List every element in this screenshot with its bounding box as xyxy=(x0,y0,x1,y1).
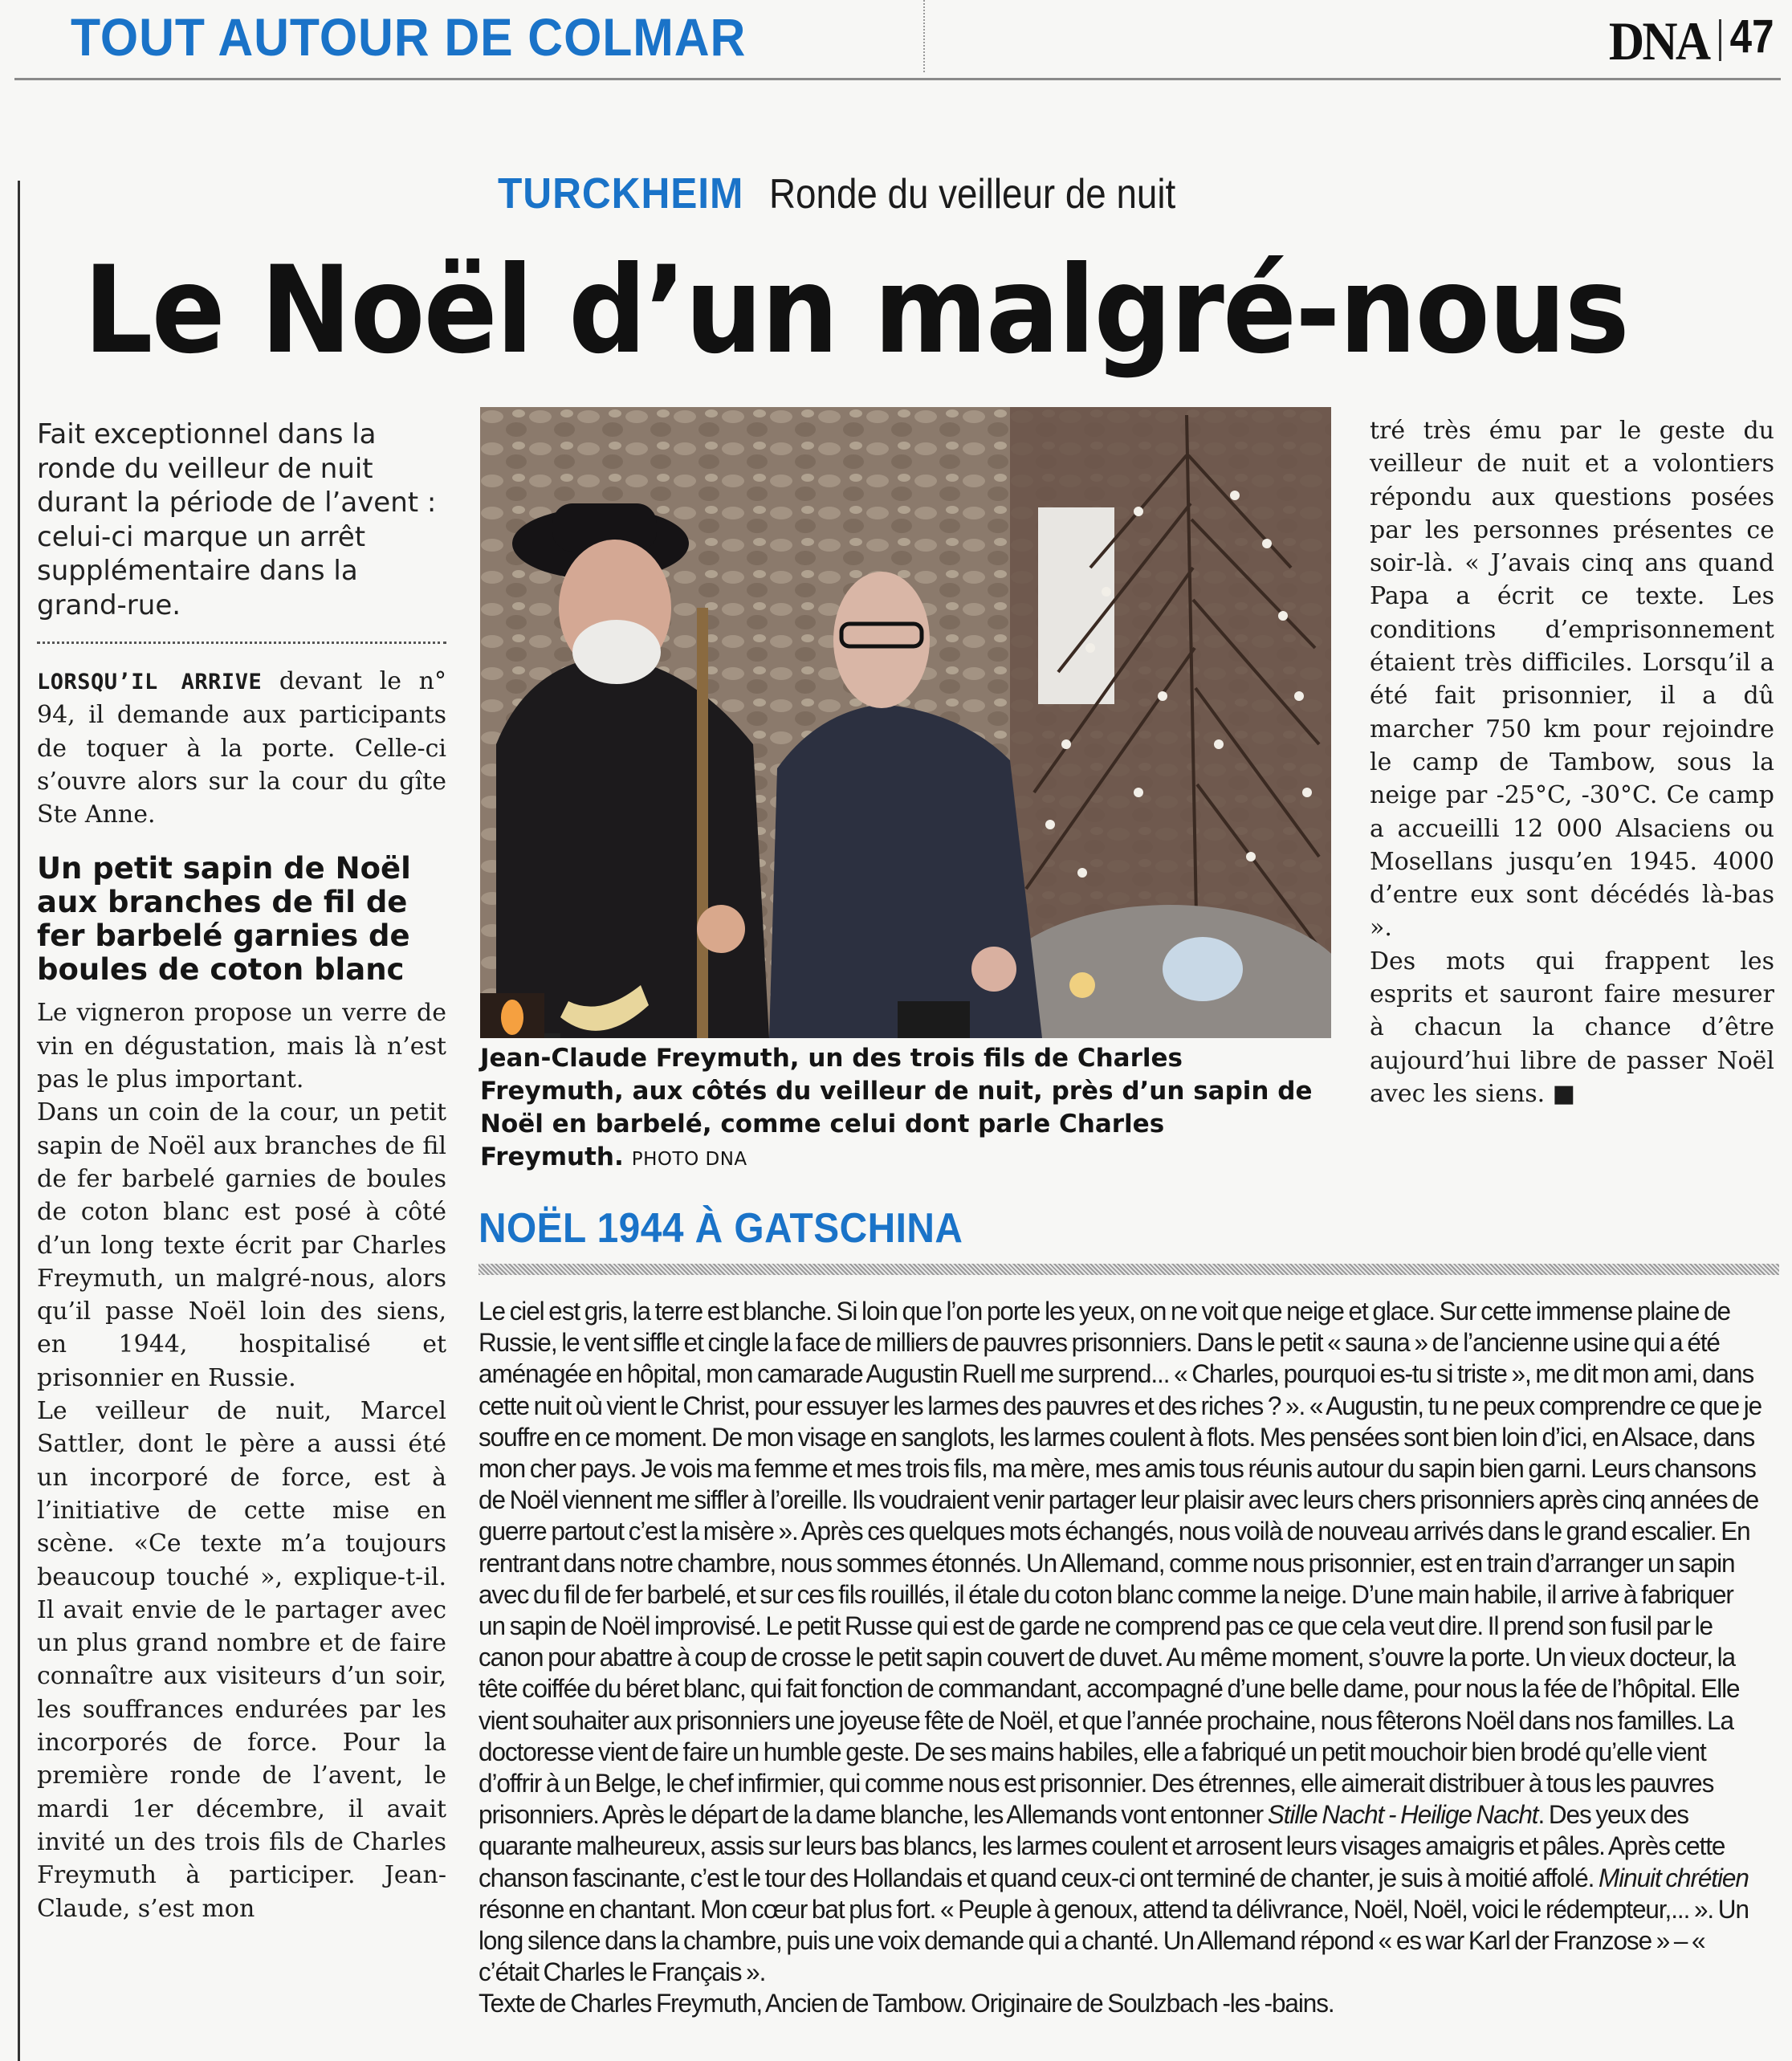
caption-text: Jean-Claude Freymuth, un des trois fils de Charles Freymuth, aux côtés du veilleur de nuit, près d’un sapin de Noël en barbelé, comme celui dont parle Charles Freymuth. xyxy=(480,1044,1313,1171)
sidebar-box xyxy=(479,1204,1779,2020)
body-paragraph xyxy=(1370,945,1774,1110)
body-paragraph: tré très ému par le geste du veilleur de nuit et a volontiers répondu aux questions posées par les personnes présentes ce soir-là. « J’avais cinq ans quand Papa a écrit ce texte. Les conditions d’emprisonnement étaient très difficiles. Lorsqu’il a été fait prisonnier, il a dû marcher 750 km pour rejoindre le camp de Tambow, sous la neige par -25°C, -30°C. Ce camp a accueilli 12 000 Alsaciens ou Mosellans jusqu’en 1945. 4000 d’entre eux sont décédés là-bas ». xyxy=(1370,417,1774,943)
box-text-part: résonne en chantant. Mon cœur bat plus fort. « Peuple à genoux, attend ta délivrance, Noël, Noël, voici le rédempteur,... ». Un long silence dans la chambre, puis une voix demande qui a chanté. Un Allemand répond « es war Karl der Franzose » – « c’était Charles le Français ». xyxy=(479,1894,1749,1987)
photo-caption xyxy=(480,1042,1331,1176)
header-divider xyxy=(923,0,925,72)
body-paragraph: Le veilleur de nuit, Marcel Sattler, dont le père a aussi été un incorporé de force, est à l’initiative de cette mise en scène. «Ce texte m’a toujours beaucoup touché », explique-t-il. Il avait envie de le partager avec un plus grand nombre et de faire connaître aux visiteurs d’un soir, les souffrances endurées par les incorporés de force. Pour la première ronde de l’avent, le mardi 1er décembre, il avait invité un des trois fils de Charles Freymuth à participer. Jean-Claude, s’est mon xyxy=(37,1397,446,1923)
left-column xyxy=(37,417,446,1925)
photo-night-watchman-and-son-icon xyxy=(480,407,1331,1038)
kicker-place: TURCKHEIM xyxy=(498,169,744,218)
section-title: TOUT AUTOUR DE COLMAR xyxy=(71,7,747,67)
logo-separator xyxy=(1719,19,1721,61)
box-text xyxy=(479,1296,1764,2020)
end-mark-icon: ■ xyxy=(1552,1079,1576,1108)
paragraph-text: devant le n° 94, il demande aux participants de toquer à la porte. Celle-ci s’ouvre alors sur la cour du gîte Ste Anne. xyxy=(37,667,446,829)
right-column xyxy=(1370,414,1774,1110)
song-title: Minuit chrétien xyxy=(1599,1863,1749,1892)
headline: Le Noël d’un malgré-nous xyxy=(83,241,1628,381)
song-title: Stille Nacht - Heilige Nacht xyxy=(1267,1800,1538,1830)
page-number: 47 xyxy=(1730,10,1774,63)
dotted-divider xyxy=(37,642,446,644)
kicker-topic: Ronde du veilleur de nuit xyxy=(769,171,1176,218)
body-paragraph: Le vigneron propose un verre de vin en dégustation, mais là n’est pas le plus important. xyxy=(37,999,446,1094)
box-title: NOËL 1944 À GATSCHINA xyxy=(479,1205,963,1252)
box-signature: Texte de Charles Freymuth, Ancien de Tambow. Originaire de Soulzbach -les -bains. xyxy=(479,1989,1334,2018)
photo-credit: PHOTO DNA xyxy=(631,1149,747,1170)
subheading: Un petit sapin de Noël aux branches de fil de fer barbelé garnies de boules de coton blanc xyxy=(37,851,411,988)
article-photo xyxy=(480,407,1331,1038)
article-kicker xyxy=(498,169,1231,218)
run-in-lead: LORSQU’IL ARRIVE xyxy=(37,670,263,694)
lead-paragraph: Fait exceptionnel dans la ronde du veilleur de nuit durant la période de l’avent : celui-ci marque un arrêt supplémentaire dans la grand-rue. xyxy=(37,418,437,621)
box-title-rule xyxy=(479,1264,1779,1275)
article-left-rule xyxy=(18,181,20,2061)
box-text-part: Le ciel est gris, la terre est blanche. Si loin que l’on porte les yeux, on ne voit que neige et glace. Sur cette immense plaine de Russie, le vent siffle et cingle la face de milliers de pauvres prisonniers. Dans le petit « sauna » de l’ancienne usine qui a été aménagée en hôpital, mon camarade Augustin Ruell me surprend... « Charles, pourquoi es-tu si triste », me dit mon ami, dans cette nuit où vient le Christ, pour essuyer les larmes des pauvres et des riches ? ». « Augustin, tu ne peux comprendre ce que je souffre en ce moment. De mon visage en sanglots, les larmes coulent à flots. Mes pensées sont bien loin d’ici, en Alsace, dans mon cher pays. Je vois ma femme et mes trois fils, ma mère, mes amis tous réunis autour du sapin bien garni. Leurs chansons de Noël viennent me siffler à l’oreille. Ils voudraient venir partager leur plaisir avec leurs chers prisonniers après cinq années de guerre partout c’est la misère ». Après ces quelques mots échangés, nous voilà de nouveau arrivés dans le grand escalier. En rentrant dans notre chambre, nous sommes étonnés. Un Allemand, comme nous prisonnier, est en train d’arranger un sapin avec du fil de fer barbelé, et sur ces fils rouillés, il étale du coton blanc comme la neige. D’une main habile, il arrive à fabriquer un sapin de Noël improvisé. Le petit Russe qui est de garde ne comprend pas ce que cela veut dire. Il prend son fusil par le canon pour abattre à coup de crosse le petit sapin couvert de duvet. Au même moment, s’ouvre la porte. Un vieux docteur, la tête coiffée du béret blanc, qui fait fonction de commandant, accompagné d’une belle dame, pour nous la fée de l’hôpital. Elle vient souhaiter aux prisonniers une joyeuse fête de Noël, et que l’année prochaine, nous fêterons Noël dans nos familles. La doctoresse vient de faire un humble geste. De ses mains habiles, elle a fabriqué un petit mouchoir bien brodé qu’elle vient d’offrir à un Belge, le chef infirmier, qui comme nous est prisonnier. Des étrennes, elle aimerait distribuer à tous les pauvres prisonniers. Après le départ de la dame blanche, les Allemands vont entonner xyxy=(479,1297,1762,1830)
newspaper-logo: DNA xyxy=(1608,10,1709,71)
body-paragraph: Dans un coin de la cour, un petit sapin de Noël aux branches de fil de fer barbelé garnies de boules de coton blanc est posé à côté d’un long texte écrit par Charles Freymuth, un malgré-nous, alors qu’il passe Noël loin des siens, en 1944, hospitalisé et prisonnier en Russie. xyxy=(37,1098,446,1392)
body-paragraph xyxy=(37,665,446,831)
page-header xyxy=(14,0,1781,80)
box-text-part: . Des yeux des quarante malheureux, assis sur leurs bas blancs, les larmes coulent et arrosent leurs visages amaigris et pâles. Après cette chanson fascinante, c’est le tour des Hollandais et quand ceux-ci ont terminé de chanter, je suis à moitié affolé. xyxy=(479,1800,1725,1892)
paragraph-text: Des mots qui frappent les esprits et sauront faire mesurer à chacun la chance d’être aujourd’hui libre de passer Noël avec les siens. xyxy=(1370,947,1774,1108)
